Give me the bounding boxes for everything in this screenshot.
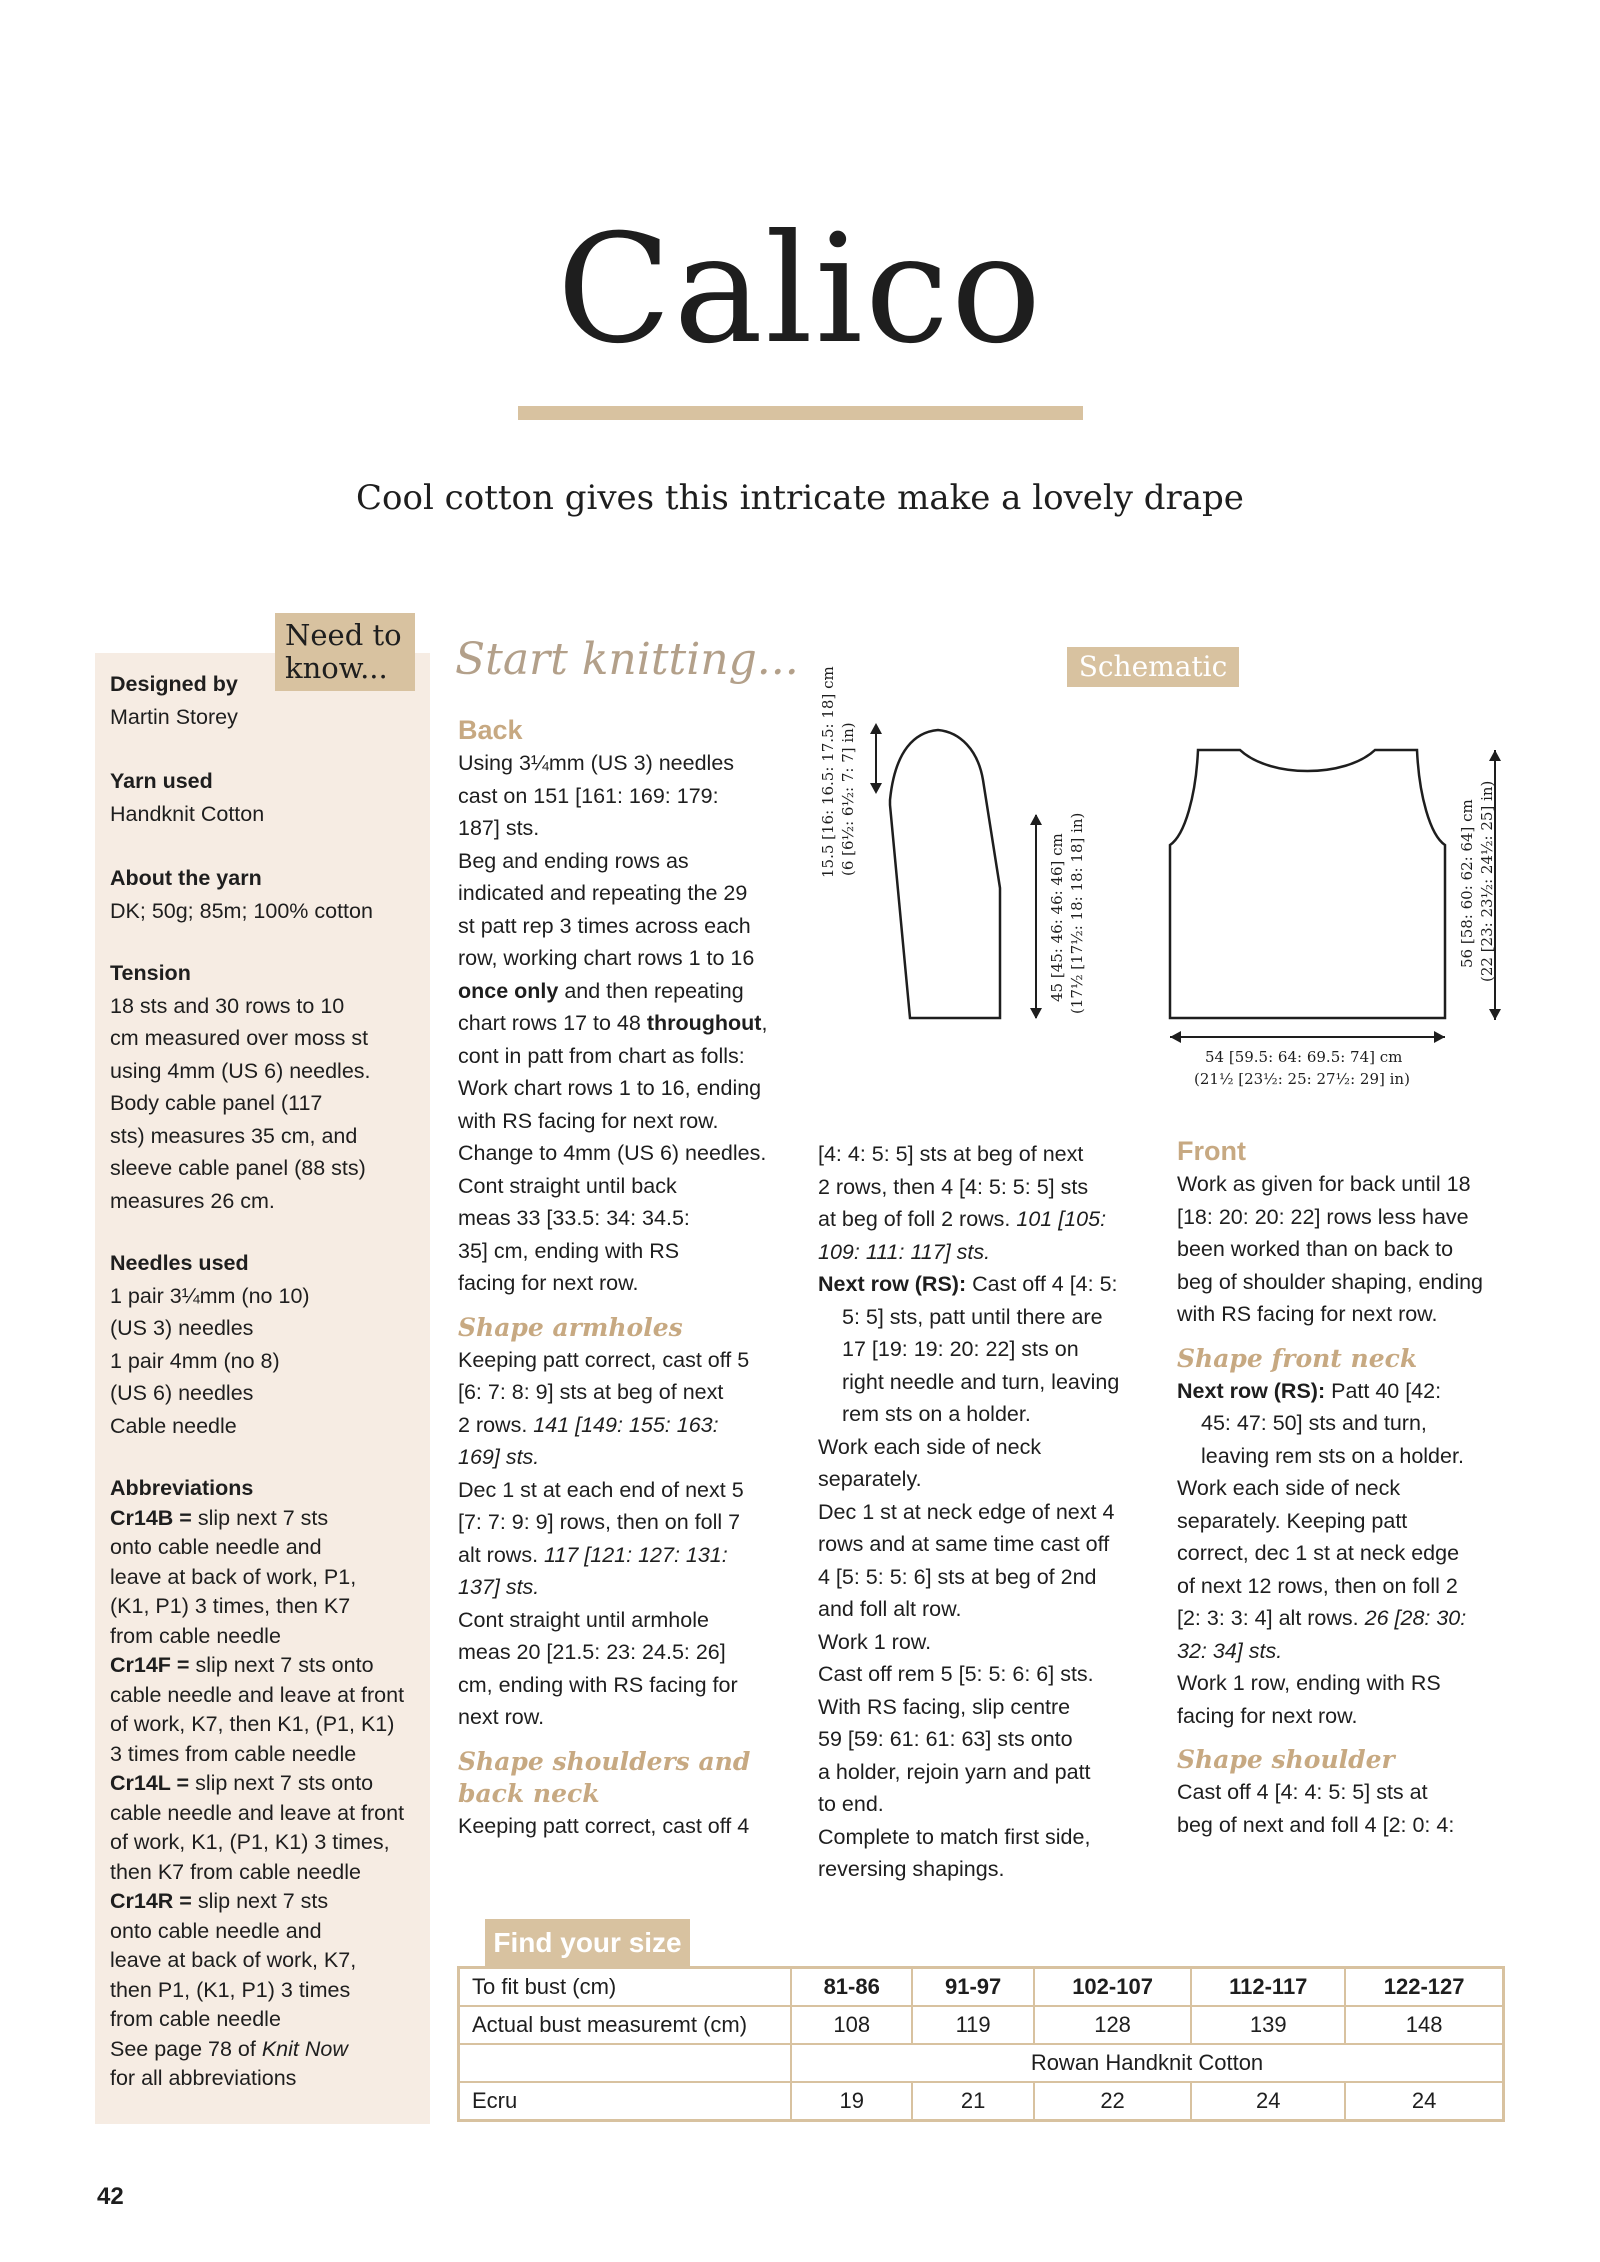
stitch-count: 169] sts. [458,1445,540,1469]
row-label [459,2044,792,2082]
abbreviation-line: slip next 7 sts [191,1505,329,1530]
sleeve-length-dimension-in: (17½ [17½: 18: 18: 18] in) [1068,812,1086,1014]
see-page-text: See page 78 of [110,2036,262,2061]
size-cell: 148 [1345,2006,1503,2044]
text-line: 2 rows, then 4 [4: 5: 5: 5] sts [818,1174,1089,1199]
text-fragment: chart rows 17 to 48 [458,1011,647,1035]
size-cell: 102-107 [1034,1968,1192,2007]
shape-shoulder-heading: Shape shoulder [1177,1745,1395,1774]
back-heading: Back [458,715,523,745]
text-line [458,975,798,1008]
shape-armholes-heading: Shape armholes [458,1312,683,1342]
stitch-count: 109: 111: 117] sts. [818,1239,991,1264]
text-line: Complete to match first side, [818,1824,1091,1849]
text-line: next row. [458,1705,545,1729]
front-heading: Front [1177,1136,1246,1166]
abbreviation-line: then P1, (K1, P1) 3 times [110,1977,351,2002]
tension-line: sleeve cable panel (88 sts) [110,1156,366,1180]
body-length-dimension: 56 [58: 60: 62: 64] cm [1458,799,1476,968]
text-line [1177,1602,1517,1635]
text-line: Keeping patt correct, cast off 5 [458,1347,750,1372]
text-line [818,1236,1163,1269]
text-line: st patt rep 3 times across each [458,913,751,938]
abbreviation-item [110,1769,420,1799]
shape-shoulders-heading: back neck [458,1778,600,1808]
text-line: Using 3¼mm (US 3) needles [458,751,735,775]
size-cell: 22 [1034,2082,1192,2121]
abbreviation-term: Cr14F = [110,1653,190,1677]
text-line [458,1539,798,1572]
size-cell: 24 [1345,2082,1503,2121]
width-dimension: 54 [59.5: 64: 69.5: 74] cm [1205,1048,1403,1066]
size-cell: 91-97 [912,1968,1033,2007]
text-line: With RS facing, slip centre [818,1694,1071,1719]
abbreviation-line: from cable needle [110,1623,281,1648]
emphasis: Next row (RS): [818,1272,967,1296]
text-fragment: [2: 3: 3: 4] alt rows. [1177,1606,1365,1630]
text-line [1177,1375,1517,1408]
text-line: facing for next row. [1177,1703,1358,1728]
text-line: [6: 7: 8: 9] sts at beg of next [458,1380,724,1404]
need-to-know-tag-line: know... [285,651,388,685]
text-line [458,1409,798,1442]
about-yarn-block [110,862,420,927]
tension-line: 18 sts and 30 rows to 10 [110,993,345,1018]
abbreviations-heading: Abbreviations [110,1476,254,1500]
text-line: and foll alt row. [818,1597,962,1621]
size-cell: 108 [791,2006,912,2044]
tension-block [110,957,420,1217]
emphasis: once only [458,978,559,1003]
see-page-note [110,2035,420,2065]
stitch-count: 32: 34] sts. [1177,1638,1283,1663]
text-line: separately. [818,1467,922,1491]
schematic-diagram [800,650,1520,1090]
text-line: Cont straight until back [458,1173,677,1198]
sleeve-cap-dimension: 15.5 [16: 16.5: 17.5: 18] cm [819,666,837,878]
text-fragment: 2 rows. [458,1412,534,1437]
stitch-count: 101 [105: [1016,1207,1107,1231]
row-label: Ecru [459,2082,792,2121]
emphasis: Next row (RS): [1177,1378,1326,1403]
text-line: Dec 1 st at neck edge of next 4 [818,1499,1115,1524]
text-line: Work as given for back until 18 [1177,1172,1471,1196]
text-line [818,1268,1163,1301]
tension-line: cm measured over moss st [110,1026,369,1050]
find-your-size-tag: Find your size [485,1919,690,1967]
table-row [459,2006,1504,2044]
text-line: 4 [5: 5: 5: 6] sts at beg of 2nd [818,1564,1097,1589]
row-label: To fit bust (cm) [459,1968,792,2007]
page-subtitle: Cool cotton gives this intricate make a lovely drape [356,478,1244,518]
abbreviations-block [110,1474,420,2094]
text-line: row, working chart rows 1 to 16 [458,946,755,970]
text-line: meas 20 [21.5: 23: 24.5: 26] [458,1640,726,1664]
text-line: with RS facing for next row. [1177,1302,1438,1326]
yarn-used-block [110,765,420,830]
text-line: Work each side of neck [818,1434,1042,1459]
tension-line: measures 26 cm. [110,1188,275,1213]
table-row [459,1968,1504,2007]
text-line: indicated and repeating the 29 [458,881,748,905]
needles-line: 1 pair 4mm (no 8) [110,1348,280,1373]
instructions-column-1 [458,713,798,1842]
instructions-column-3 [1177,1134,1517,1841]
abbreviation-line: (K1, P1) 3 times, then K7 [110,1594,351,1618]
text-line: cm, ending with RS facing for [458,1672,738,1697]
text-line: 59 [59: 61: 61: 63] sts onto [818,1727,1073,1751]
size-table [457,1966,1505,2122]
text-fragment: Patt 40 [42: [1325,1378,1442,1403]
text-line: facing for next row. [458,1271,639,1295]
sleeve-length-dimension: 45 [45: 46: 46: 46] cm [1048,833,1066,1002]
text-line: [18: 20: 20: 22] rows less have [1177,1204,1469,1229]
text-line: Cast off 4 [4: 4: 5: 5] sts at [1177,1780,1428,1804]
text-line: a holder, rejoin yarn and patt [818,1759,1091,1784]
text-line: Keeping patt correct, cast off 4 [458,1813,750,1838]
abbreviation-line: slip next 7 sts [191,1889,329,1913]
text-line: meas 33 [33.5: 34: 34.5: [458,1206,690,1230]
text-line: cast on 151 [161: 169: 179: [458,783,719,808]
start-knitting-heading: Start knitting... [455,634,799,685]
abbreviation-line: then K7 from cable needle [110,1859,361,1884]
yarn-used-heading: Yarn used [110,769,213,793]
abbreviation-item [110,1651,420,1681]
text-line: cont in patt from chart as folls: [458,1043,745,1068]
text-line: Cast off rem 5 [5: 5: 6: 6] sts. [818,1662,1094,1686]
emphasis: throughout [646,1011,762,1035]
need-to-know-tag-line: Need to [285,618,402,652]
stitch-count: 117 [121: 127: 131: [544,1542,728,1567]
text-line: reversing shapings. [818,1857,1005,1881]
width-dimension-in: (21½ [23½: 25: 27½: 29] in) [1194,1070,1410,1088]
needles-heading: Needles used [110,1251,249,1275]
abbreviation-line: from cable needle [110,2007,281,2031]
abbreviation-line: slip next 7 sts onto [189,1771,374,1795]
abbreviation-term: Cr14L = [110,1771,190,1795]
needles-line: (US 6) needles [110,1381,254,1405]
title-underline [518,406,1083,420]
text-line: 187] sts. [458,816,540,840]
abbreviation-line: leave at back of work, P1, [110,1564,357,1589]
abbreviation-line: onto cable needle and [110,1535,322,1559]
text-line: Work 1 row. [818,1629,932,1654]
text-line: [7: 7: 9: 9] rows, then on foll 7 [458,1510,741,1534]
text-line: with RS facing for next row. [458,1108,719,1133]
text-line: Work each side of neck [1177,1476,1401,1500]
size-cell: 122-127 [1345,1968,1503,2007]
stitch-count: 137] sts. [458,1575,540,1599]
about-yarn-value: DK; 50g; 85m; 100% cotton [110,898,373,923]
text-fragment: and then repeating [558,978,744,1003]
page-title: Calico [556,203,1044,377]
abbreviation-term: Cr14R = [110,1889,192,1913]
needles-line: 1 pair 3¼mm (no 10) [110,1283,310,1308]
see-page-magazine: Knit Now [261,2036,348,2061]
sleeve-cap-dimension-in: (6 [6½: 6½: 7: 7] in) [839,722,857,876]
size-cell: 128 [1034,2006,1192,2044]
text-line: [4: 4: 5: 5] sts at beg of next [818,1142,1084,1166]
abbreviation-item [110,1887,420,1917]
text-line [818,1203,1163,1236]
text-line [458,1571,798,1604]
schematic-tag: Schematic [1067,647,1239,687]
abbreviation-line: leave at back of work, K7, [110,1948,357,1972]
row-label: Actual bust measuremt (cm) [459,2006,792,2044]
text-line: Beg and ending rows as [458,848,689,873]
designed-by-block [110,668,420,733]
size-cell: 139 [1191,2006,1345,2044]
text-line [458,1441,798,1474]
needles-line: Cable needle [110,1413,237,1438]
text-line: Change to 4mm (US 6) needles. [458,1141,767,1165]
table-row [459,2082,1504,2121]
abbreviation-term: Cr14B = [110,1505,192,1530]
text-line: beg of shoulder shaping, ending [1177,1269,1484,1294]
body-outline [1170,750,1445,1018]
abbreviation-line: 3 times from cable needle [110,1741,357,1766]
size-cell: 119 [912,2006,1033,2044]
text-line: to end. [818,1792,884,1816]
stitch-count: 26 [28: 30: [1364,1606,1467,1630]
size-cell: 24 [1191,2082,1345,2121]
size-cell: 81-86 [791,1968,912,2007]
text-line: been worked than on back to [1177,1237,1454,1261]
text-line: rows and at same time cast off [818,1532,1110,1556]
size-cell: 112-117 [1191,1968,1345,2007]
designer-name: Martin Storey [110,704,238,729]
tension-heading: Tension [110,961,191,985]
body-length-dimension-in: (22 [23: 23½: 24½: 25] in) [1478,780,1496,982]
text-line: Cont straight until armhole [458,1607,709,1632]
text-fragment: at beg of foll 2 rows. [818,1207,1017,1231]
abbreviation-line: of work, K7, then K1, (P1, K1) [110,1712,395,1736]
instructions-column-2 [818,1138,1163,1886]
shape-front-neck-heading: Shape front neck [1177,1343,1418,1373]
text-line: correct, dec 1 st at neck edge [1177,1541,1460,1565]
see-page-note-end: for all abbreviations [110,2066,297,2090]
yarn-name-cell: Rowan Handknit Cotton [791,2044,1504,2082]
needles-block [110,1247,420,1442]
size-cell: 21 [912,2082,1033,2121]
designed-by-heading: Designed by [110,672,238,696]
text-line: Work chart rows 1 to 16, ending [458,1076,762,1100]
text-line [458,1007,798,1040]
tension-line: using 4mm (US 6) needles. [110,1058,371,1083]
size-cell: 19 [791,2082,912,2121]
tension-line: Body cable panel (117 [110,1091,323,1115]
abbreviation-line: cable needle and leave at front [110,1800,405,1825]
needles-line: (US 3) needles [110,1316,254,1340]
stitch-count: 141 [149: 155: 163: [533,1412,719,1437]
text-fragment: , [761,1011,768,1035]
text-line: of next 12 rows, then on foll 2 [1177,1573,1458,1598]
text-line: rem sts on a holder. [842,1402,1031,1426]
text-line: Dec 1 st at each end of next 5 [458,1477,744,1502]
text-fragment: alt rows. [458,1542,545,1567]
text-line: 5: 5] sts, patt until there are [842,1304,1103,1329]
about-yarn-heading: About the yarn [110,866,262,890]
text-line: separately. Keeping patt [1177,1508,1408,1533]
text-line: right needle and turn, leaving [842,1369,1120,1394]
text-line: 45: 47: 50] sts and turn, [1201,1411,1427,1435]
abbreviation-line: of work, K1, (P1, K1) 3 times, [110,1830,390,1854]
text-line [1177,1635,1517,1668]
abbreviation-line: cable needle and leave at front [110,1682,405,1707]
abbreviation-line: slip next 7 sts onto [189,1653,374,1677]
abbreviation-item [110,1504,420,1534]
sleeve-outline [890,730,1000,1018]
text-line: Work 1 row, ending with RS [1177,1671,1441,1695]
text-line: 17 [19: 19: 20: 22] sts on [842,1337,1079,1361]
shape-shoulders-heading: Shape shoulders and [458,1746,751,1776]
text-line: 35] cm, ending with RS [458,1238,680,1263]
page-number: 42 [97,2183,124,2210]
yarn-used-value: Handknit Cotton [110,801,265,826]
text-fragment: Cast off 4 [4: 5: [966,1272,1118,1296]
tension-line: sts) measures 35 cm, and [110,1123,358,1148]
text-line: beg of next and foll 4 [2: 0: 4: [1177,1812,1455,1837]
table-row [459,2044,1504,2082]
text-line: leaving rem sts on a holder. [1201,1443,1464,1468]
abbreviation-line: onto cable needle and [110,1918,322,1943]
